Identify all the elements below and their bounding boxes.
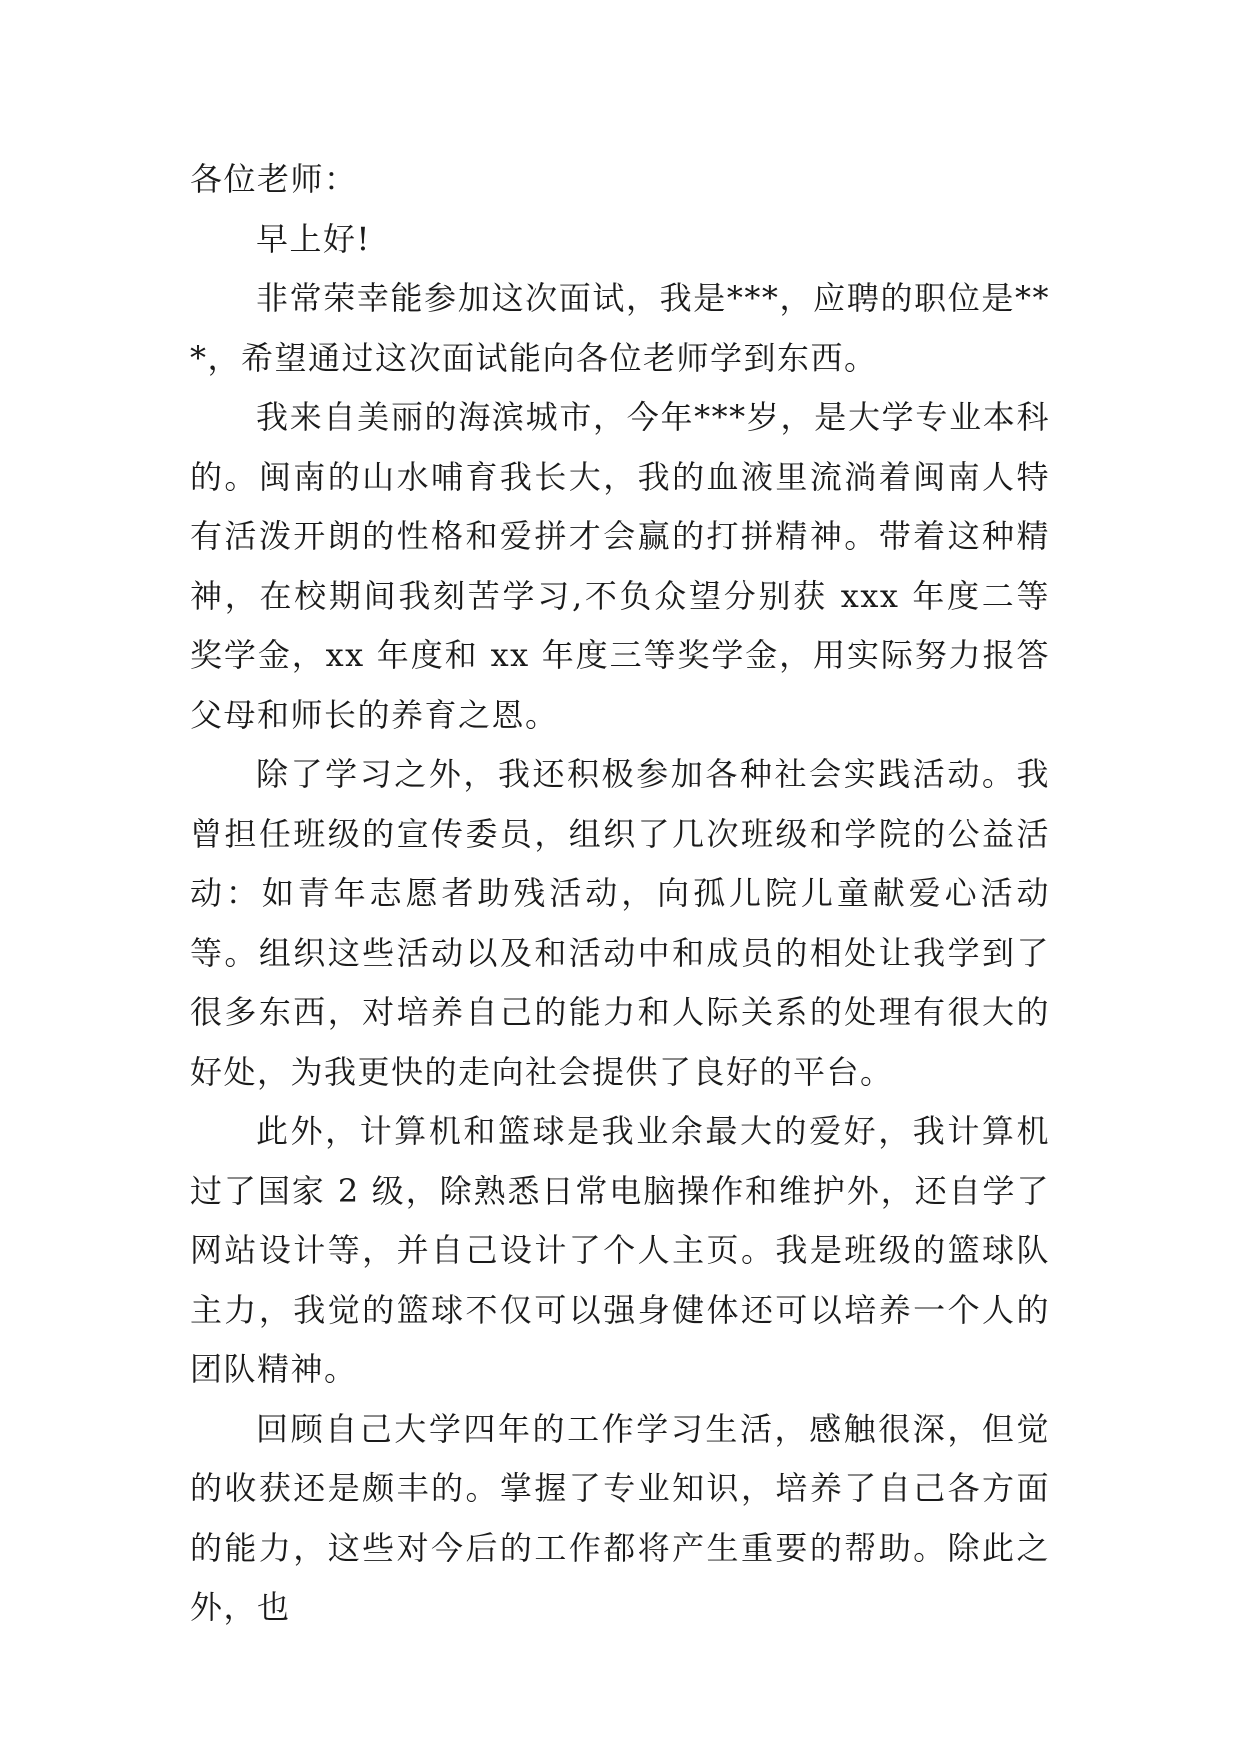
paragraph-activities: 除了学习之外，我还积极参加各种社会实践活动。我曾担任班级的宣传委员，组织了几次班级和学院的公益活动：如青年志愿者助残活动，向孤儿院儿童献爱心活动等。组织这些活动以及和活动中和成员的相处让我学到了很多东西，对培养自己的能力和人际关系的处理有很大的好处，为我更快的走向社会提供了良好的平台。 [190,755,1050,1091]
paragraph-intro: 非常荣幸能参加这次面试，我是***，应聘的职位是***，希望通过这次面试能向各位老师学到东西。 [190,279,1050,377]
paragraph-review: 回顾自己大学四年的工作学习生活，感触很深，但觉的收获还是颇丰的。掌握了专业知识，培养了自己各方面的能力，这些对今后的工作都将产生重要的帮助。除此之外，也 [190,1409,1050,1626]
paragraph-background: 我来自美丽的海滨城市，今年***岁，是大学专业本科的。闽南的山水哺育我长大，我的血液里流淌着闽南人特有活泼开朗的性格和爱拼才会赢的打拼精神。带着这种精神，在校期间我刻苦学习,不负众望分别获 xxx 年度二等奖学金，xx 年度和 xx 年度三等奖学金，用实际努力报答父母和师长的养育之恩。 [190,398,1050,734]
document-body [190,150,1050,1638]
paragraph-good-morning: 早上好! [256,219,371,258]
paragraph-hobbies: 此外，计算机和篮球是我业余最大的爱好，我计算机过了国家 2 级，除熟悉日常电脑操作和维护外，还自学了网站设计等，并自己设计了个人主页。我是班级的篮球队主力，我觉的篮球不仅可以强身健体还可以培养一个人的团队精神。 [190,1112,1050,1388]
greeting-line: 各位老师： [190,160,358,198]
